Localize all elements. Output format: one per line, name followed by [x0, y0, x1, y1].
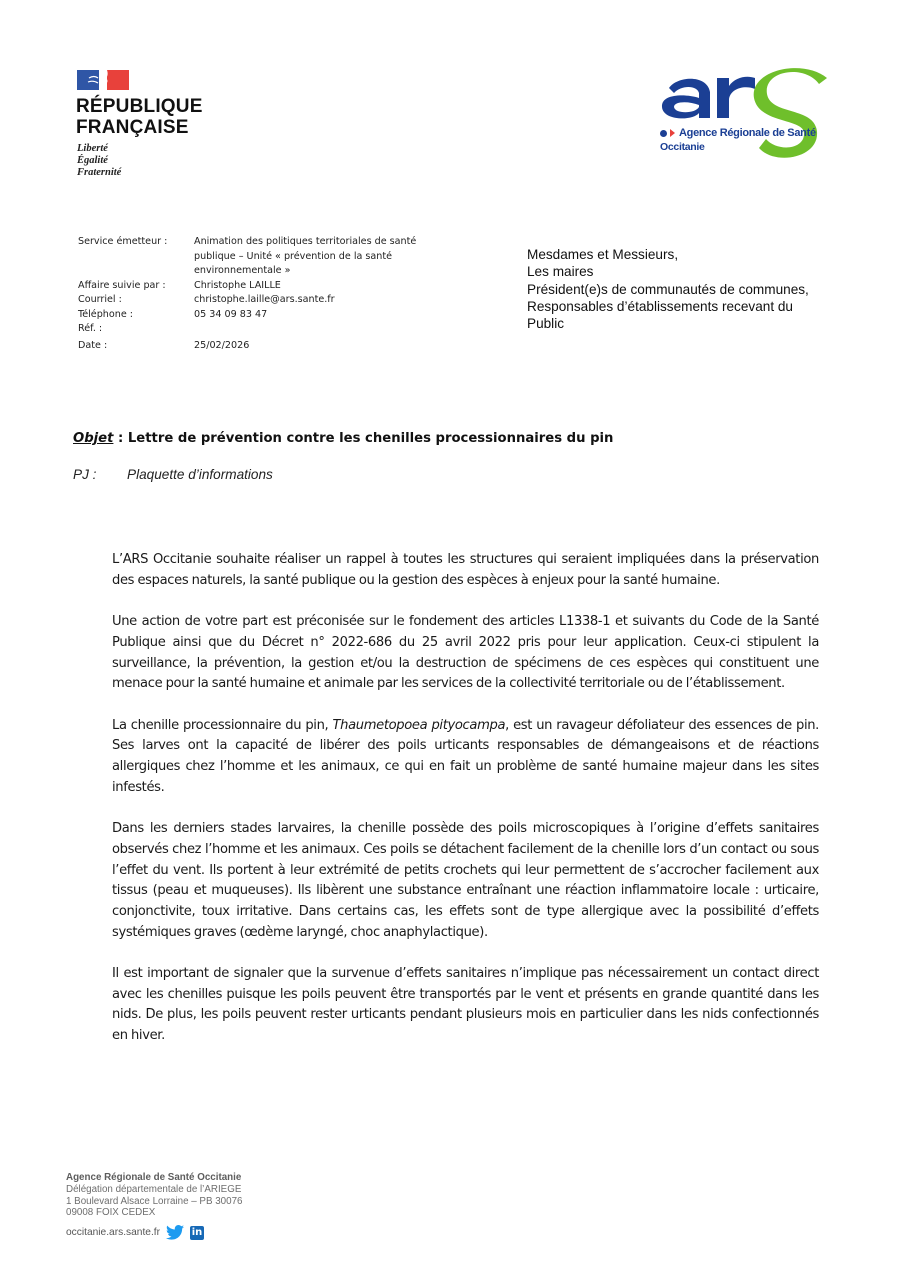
- footer-web-row: [66, 1225, 242, 1240]
- ars-agency-label: Agence Régionale de Santé: [679, 127, 816, 139]
- footer-city: 09008 FOIX CEDEX: [66, 1207, 156, 1219]
- ars-agency-name: [660, 126, 816, 154]
- subject-separator: :: [113, 431, 128, 446]
- sender-row-date: [78, 339, 444, 354]
- rf-line2: FRANÇAISE: [76, 117, 189, 138]
- sender-row-ref: [78, 322, 444, 337]
- motto-liberte: Liberté: [77, 143, 108, 154]
- ref-label: Réf. :: [78, 323, 103, 334]
- republique-francaise-logo: [76, 96, 203, 138]
- service-value: Animation des politiques territoriales de santé publique – Unité « prévention de la santé environnementale »: [194, 236, 417, 276]
- republique-motto: [77, 143, 121, 179]
- paragraph-species: [112, 716, 819, 799]
- followed-by-value: Christophe LAILLE: [194, 279, 281, 291]
- species-name: Thaumetopoea pityocampa: [332, 717, 506, 733]
- sender-row-phone: [78, 308, 444, 323]
- paragraph-indirect-contact: Il est important de signaler que la survenue d’effets sanitaires n’implique pas nécessairement un contact direct avec les chenilles puisque les poils peuvent être transportés par le vent et présents en grande quantité dans les nids. De plus, les poils peuvent rester urticants pendant plusieurs mois en particulier dans les nids confectionnés en hiver.: [112, 966, 819, 1044]
- ars-logo-icon: [655, 66, 830, 171]
- sender-row-service: [78, 235, 444, 279]
- footer-address-line: 1 Boulevard Alsace Lorraine – PB 30076: [66, 1195, 243, 1207]
- ref-value: [194, 322, 444, 337]
- subject-text: Lettre de prévention contre les chenilles processionnaires du pin: [127, 431, 614, 446]
- species-text-before: La chenille processionnaire du pin,: [112, 717, 333, 733]
- subject-label: Objet: [73, 431, 114, 446]
- sender-row-email: [78, 293, 444, 308]
- attachment-label: PJ :: [73, 467, 97, 482]
- letter-body: [112, 550, 819, 1068]
- service-label: Service émetteur :: [78, 236, 168, 247]
- date-label: Date :: [78, 339, 108, 351]
- phone-label: Téléphone :: [78, 308, 134, 320]
- recipient-block: [527, 246, 857, 332]
- phone-value: 05 34 09 83 47: [194, 308, 268, 320]
- ars-chevron-icon: [670, 129, 675, 137]
- date-value: 25/02/2026: [194, 339, 250, 351]
- email-value[interactable]: christophe.laille@ars.sante.fr: [194, 294, 335, 305]
- paragraph-legal-basis: Une action de votre part est préconisée sur le fondement des articles L1338-1 et suivants du Code de la Santé Publique ainsi que du Décret n° 2022-686 du 25 avril 2022 pris pour leur application. Ceux-ci stipulent la surveillance, la prévention, la gestion et/ou la destruction de spécimens de ces espèces qui constituent une menace pour la santé humaine et animale par les services de la collectivité territoriale ou de l’établissement.: [112, 614, 819, 692]
- recipient-line: Président(e)s de communautés de communes,: [527, 281, 809, 297]
- motto-fraternite: Fraternité: [77, 167, 122, 178]
- ars-dot-icon: [660, 130, 667, 137]
- attachment-line: [73, 467, 273, 482]
- recipient-line: Responsables d’établissements recevant du Public: [527, 298, 793, 332]
- subject-line: [73, 431, 613, 446]
- sender-row-followed-by: [78, 279, 444, 294]
- attachment-text: Plaquette d’informations: [127, 467, 273, 482]
- followed-by-label: Affaire suivie par :: [78, 279, 166, 291]
- twitter-icon[interactable]: [166, 1225, 184, 1240]
- sender-info-block: [78, 235, 444, 353]
- paragraph-health-effects: Dans les derniers stades larvaires, la chenille possède des poils microscopiques à l’origine d’effets sanitaires observés chez l’homme et les animaux. Ces poils se détachent facilement de la chenille lors d’un contact ou sous l’effet du vent. Ils portent à leur extrémité de petits crochets qui leur permettent de s’accrocher facilement aux tissus (peau et muqueuses). Ils libèrent une substance entraînant une réaction inflammatoire locale : urticaire, conjonctivite, toux irritative. Dans certains cas, les effets sont de type allergique avec la possibilité d’effets systémiques graves (œdème laryngé, choc anaphylactique).: [112, 821, 819, 940]
- paragraph-intro: L’ARS Occitanie souhaite réaliser un rappel à toutes les structures qui seraient impliquées dans la préservation des espaces naturels, la santé publique ou la gestion des espèces à enjeux pour la santé humaine.: [112, 552, 819, 588]
- footer-delegation: Délégation départementale de l’ARIEGE: [66, 1183, 242, 1195]
- recipient-line: Les maires: [527, 264, 594, 280]
- website-link[interactable]: occitanie.ars.sante.fr: [66, 1226, 160, 1238]
- ars-region-label: Occitanie: [660, 141, 705, 153]
- motto-egalite: Égalité: [77, 155, 108, 166]
- marianne-flag-icon: [77, 70, 129, 90]
- linkedin-icon[interactable]: in: [191, 1226, 203, 1238]
- footer-address: [66, 1172, 242, 1240]
- footer-org: Agence Régionale de Santé Occitanie: [66, 1172, 242, 1183]
- email-label: Courriel :: [78, 294, 122, 305]
- rf-line1: RÉPUBLIQUE: [76, 96, 203, 117]
- species-text-after: , est un ravageur défoliateur des essences de pin. Ses larves ont la capacité de libérer des poils urticants responsables de démangeaisons et de réactions allergiques chez l’homme et les animaux, ce qui en fait un problème de santé humaine majeur dans les sites infestés.: [112, 717, 819, 795]
- recipient-line: Mesdames et Messieurs,: [527, 247, 679, 262]
